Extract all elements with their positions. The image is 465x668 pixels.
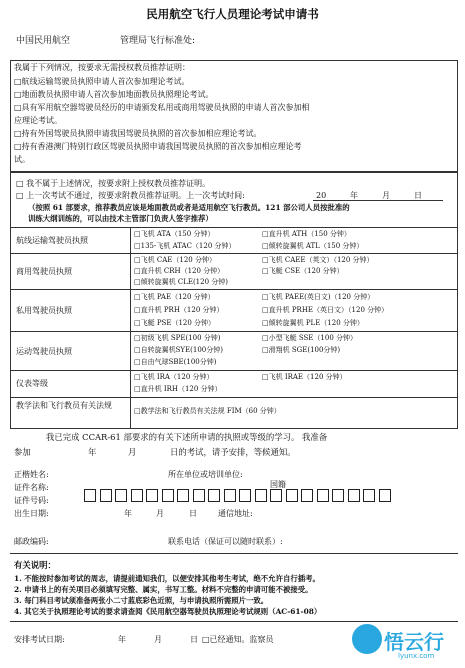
exempt-item[interactable]: □航线运输驾驶员执照申请人首次参加理论考试。 [14, 77, 190, 86]
completion-statement: 我已完成 CCAR-61 部要求的有关下述所申请的执照或等级的学习。 我准备 [46, 432, 328, 442]
header-bureau: 管理局飞行标准处: [120, 36, 196, 46]
note-item: 1. 不能按时参加考试的周志，请提前通知我们，以便安排其他考生考试，绝不允许自行插考。 [14, 574, 320, 583]
license-option[interactable]: □教学法和飞行教员有关法规 FIM（60 分钟） [134, 407, 281, 415]
row-divider [10, 370, 458, 371]
row-divider [10, 253, 458, 254]
license-option[interactable]: □小型飞艇 SSE（100 分钟） [262, 334, 358, 342]
birth-month: 月 [156, 509, 164, 518]
completion-request: 日的考试，请予安排，等候通知。 [170, 447, 296, 457]
watermark-brand: 悟云行 [384, 630, 444, 654]
notes-heading: 有关说明： [14, 560, 56, 570]
exempt-item[interactable]: □具有军用航空器驾驶员经历的申请颁发私用或商用驾驶员执照的申请人首次参加相 [14, 103, 310, 112]
category-atp: 航线运输驾驶员执照 [16, 236, 88, 245]
license-option[interactable]: □135-飞机 ATAC（120 分钟） [134, 242, 236, 250]
arrange-day: 日 [190, 635, 198, 644]
birth-year: 年 [124, 509, 132, 518]
note-item: 4. 其它关于执照理论考试的要求请查阅《民用航空器驾驶员执照理论考试规则（AC-61-08） [14, 607, 322, 616]
category-instrument: 仪表等级 [16, 379, 48, 388]
license-option[interactable]: □飞机 PAEE(英日文)（120 分钟） [262, 293, 375, 301]
nationality-label: 国籍 [270, 480, 286, 489]
last-test-year-prefix: 20 [316, 191, 327, 200]
name-label: 正楷姓名: [14, 470, 49, 479]
category-commercial: 商用驾驶员执照 [16, 267, 72, 276]
row-divider [10, 331, 458, 332]
category-sport: 运动驾驶员执照 [16, 347, 72, 356]
license-option[interactable]: □飞机 IRA（120 分钟） [134, 373, 214, 381]
license-option[interactable]: □自由气球SBE(100分钟) [134, 358, 217, 366]
license-option[interactable]: □飞机 PAE（120 分钟） [134, 293, 215, 301]
last-test-month-label: 月 [382, 191, 390, 200]
note-item: 2. 申请书上的有关项目必须填写完整、属实，书写工整。材料不完整的申请可能不被接受。 [14, 585, 313, 594]
form-title: 民用航空飞行人员理论考试申请书 [146, 7, 319, 21]
arrange-date-label: 安排考试日期: [14, 635, 65, 644]
exempt-item[interactable]: □地面教员执照申请人首次参加地面教员执照理论考试。 [14, 90, 214, 99]
row-divider [10, 289, 458, 290]
arrange-month: 月 [154, 635, 162, 644]
exempt-item-cont: 应理论考试。 [14, 116, 62, 125]
birth-day: 日 [189, 509, 197, 518]
cert-name-label: 证件名称: [14, 483, 49, 492]
recommend-note: （按照 61 部要求，推荐教员应该是地面教员或者是适用航空飞行教员。121 部公司人员按批准的 [28, 203, 350, 212]
unit-label: 所在单位或培训单位: [168, 470, 243, 479]
retest-option[interactable]: □ 上一次考试不通过，按要求附教员推荐证明。上一次考试时间: [16, 191, 245, 200]
license-option[interactable]: □初级飞机 SPE(100 分钟) [134, 334, 221, 342]
watermark-logo-icon [352, 624, 382, 654]
header-caac: 中国民用航空 [16, 36, 71, 46]
last-test-day-label: 日 [414, 191, 422, 200]
watermark-url: lyunx.com [398, 652, 435, 660]
row-divider [10, 227, 458, 228]
category-private: 私用驾驶员执照 [16, 306, 72, 315]
license-option[interactable]: □倾转旋翼机 PLE（120 分钟） [262, 319, 364, 327]
notes-divider-bottom [10, 621, 458, 622]
exempt-item[interactable]: □持有外国驾驶员执照申请我国驾驶员执照的首次参加相应理论考试。 [14, 129, 262, 138]
license-option[interactable]: □倾转旋翼机 CLE(120 分钟) [134, 278, 229, 286]
completion-participate: 参加 [14, 447, 31, 457]
license-option[interactable]: □飞艇 CSE（120 分钟） [262, 267, 344, 275]
notes-divider [10, 553, 458, 554]
license-option[interactable]: □直升机 IRH（120 分钟） [134, 385, 222, 393]
exempt-item[interactable]: □持有香港澳门特别行政区驾驶员执照申请我国驾驶员执照的首次参加相应理论考 [14, 142, 302, 151]
license-option[interactable]: □倾转旋翼机 ATL（150 分钟） [262, 242, 364, 250]
cert-no-boxes[interactable] [84, 485, 394, 504]
license-option[interactable]: □飞机 CAE（120 分钟） [134, 256, 216, 264]
last-test-year-label: 年 [350, 191, 358, 200]
completion-month: 月 [128, 447, 137, 457]
notified-checkbox[interactable]: □已经通知。监察员 [202, 635, 274, 644]
license-option[interactable]: □自转旋翼机SYE(100分钟) [134, 346, 223, 354]
cert-no-label: 证件号码: [14, 496, 49, 505]
license-option[interactable]: □飞艇 PSE（120 分钟） [134, 319, 216, 327]
last-test-date-underline[interactable] [313, 200, 443, 201]
exempt-item-cont: 试。 [14, 155, 30, 164]
row-divider [10, 397, 458, 398]
license-option[interactable]: □飞机 ATA（150 分钟） [134, 230, 215, 238]
license-option[interactable]: □滑翔机 SGE(100分钟) [262, 346, 341, 354]
completion-year: 年 [88, 447, 97, 457]
license-option[interactable]: □直升机 PRH（120 分钟） [134, 306, 224, 314]
exempt-intro: 我属于下列情况，按要求无需授权教员推荐证明： [14, 63, 190, 72]
recommend-option[interactable]: □ 我不属于上述情况，按要求附上授权教员推荐证明。 [16, 179, 211, 188]
address-label: 通信地址: [218, 509, 253, 518]
birth-label: 出生日期: [14, 509, 49, 518]
column-divider [130, 227, 131, 429]
license-option[interactable]: □飞机 IRAE（120 分钟） [262, 373, 347, 381]
recommend-note: 训练大纲训练的，可以由技术主管部门负责人签字推荐） [28, 214, 213, 223]
arrange-year: 年 [118, 635, 126, 644]
postcode-label: 邮政编码: [14, 537, 49, 546]
license-option[interactable]: □直升机 PRHE（英日文）（120 分钟） [262, 306, 389, 314]
category-instructor: 教学法和飞行教员有关法规 [16, 401, 112, 410]
license-option[interactable]: □直升机 CRH（120 分钟） [134, 267, 225, 275]
license-option[interactable]: □直升机 ATH（150 分钟） [262, 230, 351, 238]
phone-label: 联系电话（保证可以随时联系）: [168, 537, 283, 546]
license-option[interactable]: □飞机 CAEE（英文）（120 分钟） [262, 256, 374, 264]
note-item: 3. 每门科目考试须准备两张小二寸蓝底彩色近照，与申请执照所需照片一致。 [14, 596, 269, 605]
